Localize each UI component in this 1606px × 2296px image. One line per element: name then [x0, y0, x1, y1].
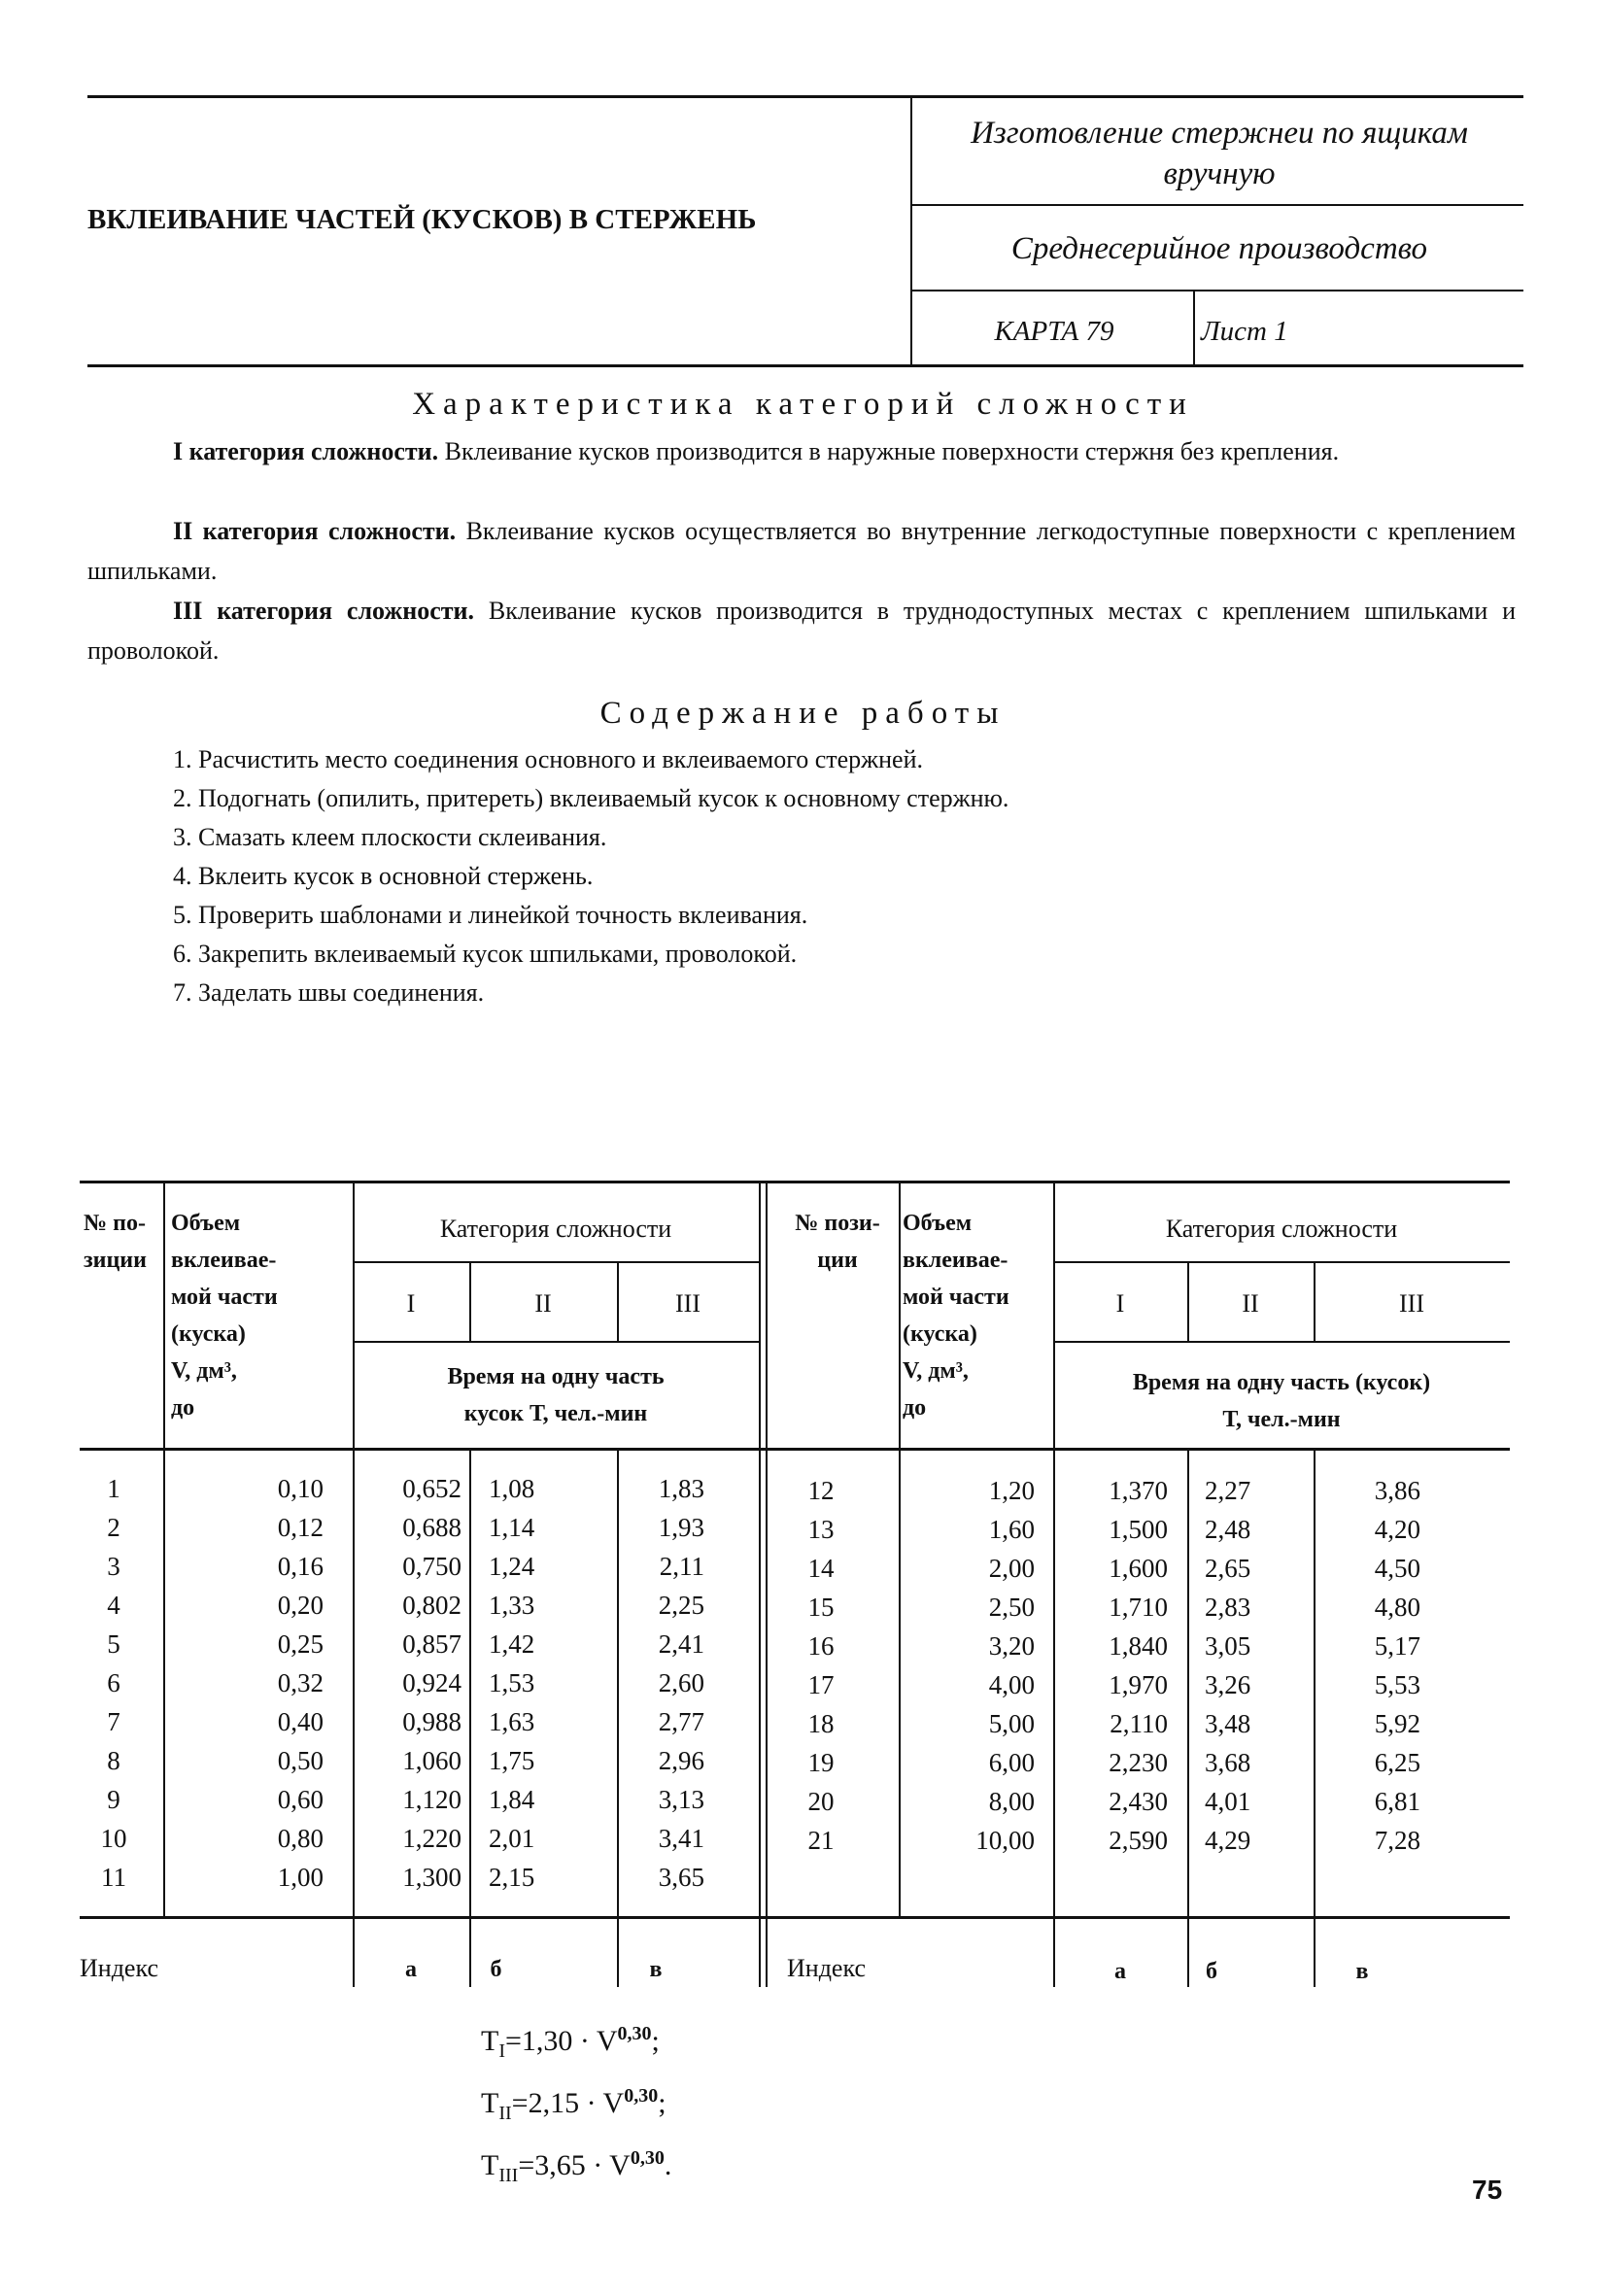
- row-time-iii: 4,50: [1374, 1554, 1420, 1583]
- row-time-i: 2,110: [1110, 1709, 1168, 1738]
- row-time-i: 1,220: [402, 1824, 461, 1853]
- row-time-ii: 1,42: [489, 1629, 535, 1659]
- header-bottom-rule: [87, 364, 1523, 367]
- row-time-iii: 4,20: [1374, 1515, 1420, 1544]
- row-volume: 10,00: [975, 1826, 1035, 1855]
- row-time-ii: 1,08: [489, 1474, 535, 1503]
- row-volume: 0,60: [277, 1785, 324, 1814]
- right-cat-i: I: [1115, 1289, 1125, 1318]
- row-volume: 0,80: [277, 1824, 324, 1853]
- row-time-i: 2,230: [1109, 1748, 1168, 1777]
- row-volume: 8,00: [988, 1787, 1035, 1816]
- row-position: 18: [807, 1709, 835, 1738]
- left-cat-ii: II: [534, 1289, 552, 1318]
- work-step: 7. Заделать швы соединения.: [173, 978, 485, 1007]
- header-rule-2: [910, 290, 1523, 291]
- left-volume-header: [171, 1205, 352, 1426]
- row-volume: 0,32: [277, 1668, 324, 1697]
- row-time-i: 1,970: [1109, 1670, 1168, 1699]
- right-pos-header: [777, 1205, 898, 1279]
- row-time-ii: 4,29: [1205, 1826, 1251, 1855]
- complexity-item-1: [87, 431, 1516, 471]
- right-volume-header-line: вклеивае-: [903, 1248, 1008, 1273]
- right-index-c: в: [1355, 1959, 1369, 1984]
- row-time-ii: 2,15: [489, 1863, 535, 1892]
- row-position: 2: [107, 1513, 120, 1542]
- row-time-i: 1,710: [1109, 1593, 1168, 1622]
- left-pos-header: [84, 1205, 163, 1279]
- right-index-a: а: [1114, 1959, 1126, 1984]
- row-position: 6: [107, 1668, 120, 1697]
- process-line-2: вручную: [1163, 156, 1276, 191]
- row-volume: 1,20: [988, 1476, 1035, 1505]
- row-volume: 0,50: [277, 1746, 324, 1775]
- sheet-number: Лист 1: [1201, 316, 1288, 347]
- row-time-iii: 1,93: [658, 1513, 704, 1542]
- row-volume: 0,10: [277, 1474, 324, 1503]
- row-time-ii: 2,48: [1205, 1515, 1251, 1544]
- row-time-i: 0,988: [402, 1707, 461, 1736]
- row-volume: 1,60: [988, 1515, 1035, 1544]
- formula-end: .: [664, 2149, 672, 2181]
- header-rule-1: [910, 204, 1523, 206]
- row-time-ii: 1,63: [489, 1707, 535, 1736]
- row-time-iii: 6,81: [1374, 1787, 1420, 1816]
- formula-lhs: T: [481, 2149, 499, 2181]
- complexity-text-3: Вклеивание кусков производится в труднодоступных местах с креплением шпильками и проволокой.: [87, 597, 1516, 665]
- row-position: 13: [807, 1515, 835, 1544]
- work-step: 6. Закрепить вклеиваемый кусок шпильками, проволокой.: [173, 940, 798, 968]
- left-index-c: в: [649, 1957, 663, 1982]
- row-position: 9: [107, 1785, 120, 1814]
- row-time-ii: 4,01: [1205, 1787, 1251, 1816]
- complexity-label-2: II категория сложности.: [173, 517, 457, 545]
- formula-coef: =3,65 · V: [518, 2149, 631, 2181]
- left-category-header: Категория сложности: [439, 1215, 672, 1243]
- row-time-ii: 2,01: [489, 1824, 535, 1853]
- row-time-i: 0,750: [402, 1552, 461, 1581]
- row-position: 11: [101, 1863, 126, 1892]
- complexity-text-2: Вклеивание кусков осуществляется во внутренние легкодоступные поверхности с креплением шпильками.: [87, 517, 1517, 585]
- row-time-iii: 3,13: [658, 1785, 704, 1814]
- complexity-label-3: III категория сложности.: [173, 597, 475, 625]
- left-index-b: б: [490, 1957, 502, 1982]
- card-number: КАРТА 79: [994, 316, 1114, 347]
- right-volume-header-line: до: [903, 1395, 927, 1421]
- left-index-a: а: [405, 1957, 417, 1982]
- left-volume-header-line: (куска): [171, 1321, 246, 1347]
- row-volume: 0,40: [277, 1707, 324, 1736]
- left-time-header: [353, 1358, 759, 1432]
- right-time-header: [1053, 1364, 1510, 1438]
- row-volume: 4,00: [988, 1670, 1035, 1699]
- right-pos-header-line: № пози-: [795, 1211, 880, 1236]
- row-position: 15: [807, 1593, 835, 1622]
- row-position: 19: [807, 1748, 835, 1777]
- row-volume: 3,20: [988, 1631, 1035, 1661]
- process-name: [913, 113, 1525, 194]
- work-step: 2. Подогнать (опилить, притереть) вклеиваемый кусок к основному стержню.: [173, 784, 1009, 812]
- row-position: 3: [107, 1552, 120, 1581]
- work-step: 4. Вклеить кусок в основной стержень.: [173, 862, 594, 890]
- row-volume: 5,00: [988, 1709, 1035, 1738]
- row-volume: 2,50: [988, 1593, 1035, 1622]
- left-volume-header-line: Объем: [171, 1211, 241, 1236]
- row-volume: 0,16: [277, 1552, 324, 1581]
- row-position: 16: [807, 1631, 835, 1661]
- row-time-ii: 3,48: [1205, 1709, 1251, 1738]
- row-position: 5: [107, 1629, 120, 1659]
- left-volume-header-line: вклеивае-: [171, 1248, 277, 1273]
- complexity-item-2: [87, 511, 1516, 591]
- complexity-text-1: Вклеивание кусков производится в наружные поверхности стержня без крепления.: [438, 437, 1340, 465]
- formula-coef: =1,30 · V: [505, 2025, 618, 2057]
- row-position: 7: [107, 1707, 120, 1736]
- right-category-header: Категория сложности: [1165, 1215, 1398, 1243]
- right-index-label: Индекс: [787, 1954, 866, 1982]
- row-time-iii: 2,77: [658, 1707, 704, 1736]
- row-time-ii: 3,68: [1205, 1748, 1251, 1777]
- right-index-b: б: [1206, 1959, 1217, 1984]
- row-position: 12: [807, 1476, 835, 1505]
- document-title: ВКЛЕИВАНИЕ ЧАСТЕЙ (КУСКОВ) В СТЕРЖЕНЬ: [87, 204, 757, 235]
- row-time-iii: 2,60: [658, 1668, 704, 1697]
- row-time-ii: 1,75: [489, 1746, 535, 1775]
- row-position: 8: [107, 1746, 120, 1775]
- formula-i: [481, 2011, 671, 2073]
- formula-exp: 0,30: [630, 2147, 665, 2169]
- row-time-iii: 2,41: [658, 1629, 704, 1659]
- work-step: 1. Расчистить место соединения основного и вклеиваемого стержней.: [173, 745, 924, 773]
- row-time-i: 1,600: [1109, 1554, 1168, 1583]
- table-left-time-rule: [353, 1341, 759, 1343]
- table-right-time-rule: [1053, 1341, 1510, 1343]
- formula-ii: [481, 2073, 671, 2136]
- row-time-i: 0,924: [402, 1668, 461, 1697]
- row-time-ii: 3,26: [1205, 1670, 1251, 1699]
- formula-sub: III: [498, 2165, 519, 2186]
- left-time-header-line: кусок Т, чел.-мин: [463, 1401, 648, 1426]
- left-volume-header-line: до: [171, 1395, 195, 1421]
- formula-lhs: T: [481, 2025, 499, 2057]
- row-volume: 6,00: [988, 1748, 1035, 1777]
- row-time-i: 0,802: [402, 1591, 461, 1620]
- right-time-header-line: Т, чел.-мин: [1222, 1407, 1341, 1432]
- row-time-i: 1,060: [402, 1746, 461, 1775]
- row-time-i: 1,370: [1109, 1476, 1168, 1505]
- row-position: 1: [107, 1474, 120, 1503]
- row-time-ii: 2,83: [1205, 1593, 1251, 1622]
- table-header-bottom-rule: [80, 1448, 1510, 1451]
- right-volume-header-line: V, дм³,: [903, 1358, 969, 1384]
- row-position: 4: [107, 1591, 120, 1620]
- row-time-iii: 5,17: [1374, 1631, 1420, 1661]
- left-pos-header-line: № по-: [84, 1211, 146, 1236]
- row-time-i: 0,857: [402, 1629, 461, 1659]
- row-position: 14: [807, 1554, 835, 1583]
- work-step: 3. Смазать клеем плоскости склеивания.: [173, 823, 607, 851]
- right-pos-header-line: ции: [817, 1248, 858, 1273]
- process-line-1: Изготовление стержнеи по ящикам: [971, 116, 1468, 151]
- formula-iii: [481, 2136, 671, 2198]
- complexity-label-1: I категория сложности.: [173, 437, 439, 465]
- left-index-label: Индекс: [80, 1954, 158, 1982]
- row-time-ii: 1,33: [489, 1591, 535, 1620]
- formula-list: [481, 2011, 671, 2198]
- row-time-iii: 3,41: [658, 1824, 704, 1853]
- row-time-ii: 1,53: [489, 1668, 535, 1697]
- row-volume: 0,20: [277, 1591, 324, 1620]
- row-time-i: 1,300: [402, 1863, 461, 1892]
- row-time-ii: 2,65: [1205, 1554, 1251, 1583]
- row-volume: 2,00: [988, 1554, 1035, 1583]
- left-time-header-line: Время на одну часть: [447, 1364, 665, 1389]
- row-time-ii: 2,27: [1205, 1476, 1251, 1505]
- right-volume-header-line: мой части: [903, 1285, 1009, 1310]
- work-steps-list: [173, 740, 1008, 1012]
- formula-coef: =2,15 · V: [511, 2087, 625, 2119]
- row-position: 20: [807, 1787, 835, 1816]
- row-time-ii: 3,05: [1205, 1631, 1251, 1661]
- row-time-iii: 3,65: [658, 1863, 704, 1892]
- table-left-cat-rule: [353, 1261, 759, 1263]
- row-time-iii: 2,96: [658, 1746, 704, 1775]
- page-number: 75: [1472, 2175, 1503, 2205]
- row-time-iii: 1,83: [658, 1474, 704, 1503]
- row-time-ii: 1,14: [489, 1513, 535, 1542]
- left-volume-header-line: мой части: [171, 1285, 278, 1310]
- header-top-rule: [87, 95, 1523, 98]
- row-volume: 1,00: [277, 1863, 324, 1892]
- formula-exp: 0,30: [624, 2085, 659, 2107]
- row-position: 21: [807, 1826, 835, 1855]
- work-title: Содержание работы: [599, 696, 1007, 731]
- row-time-i: 0,652: [402, 1474, 461, 1503]
- row-time-iii: 4,80: [1374, 1593, 1420, 1622]
- work-step: 5. Проверить шаблонами и линейкой точность вклеивания.: [173, 901, 808, 929]
- row-position: 17: [807, 1670, 835, 1699]
- row-volume: 0,25: [277, 1629, 324, 1659]
- row-time-ii: 1,84: [489, 1785, 535, 1814]
- production-type: Среднесерийное производство: [1010, 231, 1428, 266]
- table-body-bottom-rule: [80, 1916, 1510, 1919]
- left-volume-header-line: V, дм³,: [171, 1358, 237, 1384]
- row-time-i: 0,688: [402, 1513, 461, 1542]
- formula-lhs: T: [481, 2087, 499, 2119]
- formula-end: ;: [658, 2087, 666, 2119]
- row-time-i: 1,120: [402, 1785, 461, 1814]
- table-center-rule-b: [766, 1181, 768, 1987]
- row-time-i: 2,430: [1109, 1787, 1168, 1816]
- row-time-i: 1,840: [1109, 1631, 1168, 1661]
- left-pos-header-line: зиции: [84, 1248, 147, 1273]
- right-volume-header-line: (куска): [903, 1321, 977, 1347]
- table-right-cat-rule: [1053, 1261, 1510, 1263]
- formula-exp: 0,30: [617, 2023, 652, 2044]
- formula-sub: I: [498, 2040, 505, 2062]
- complexity-item-3: [87, 591, 1516, 670]
- right-time-header-line: Время на одну часть (кусок): [1132, 1370, 1431, 1395]
- row-time-iii: 2,25: [658, 1591, 704, 1620]
- row-time-i: 1,500: [1109, 1515, 1168, 1544]
- row-time-iii: 6,25: [1374, 1748, 1420, 1777]
- row-time-ii: 1,24: [489, 1552, 535, 1581]
- table-top-rule: [80, 1181, 1510, 1183]
- row-time-iii: 3,86: [1374, 1476, 1420, 1505]
- right-volume-header: [903, 1205, 1052, 1426]
- table-center-rule-a: [759, 1181, 761, 1987]
- formula-sub: II: [498, 2103, 512, 2124]
- formula-end: ;: [651, 2025, 660, 2057]
- left-cat-iii: III: [675, 1289, 700, 1318]
- right-cat-ii: II: [1242, 1289, 1259, 1318]
- row-time-iii: 5,92: [1374, 1709, 1420, 1738]
- complexity-title: Характеристика категорий сложности: [412, 387, 1194, 422]
- right-cat-iii: III: [1399, 1289, 1424, 1318]
- left-cat-i: I: [406, 1289, 416, 1318]
- row-time-i: 2,590: [1109, 1826, 1168, 1855]
- row-position: 10: [100, 1824, 127, 1853]
- row-time-iii: 2,11: [659, 1552, 704, 1581]
- right-volume-header-line: Объем: [903, 1211, 973, 1236]
- row-time-iii: 5,53: [1374, 1670, 1420, 1699]
- row-time-iii: 7,28: [1374, 1826, 1420, 1855]
- row-volume: 0,12: [277, 1513, 324, 1542]
